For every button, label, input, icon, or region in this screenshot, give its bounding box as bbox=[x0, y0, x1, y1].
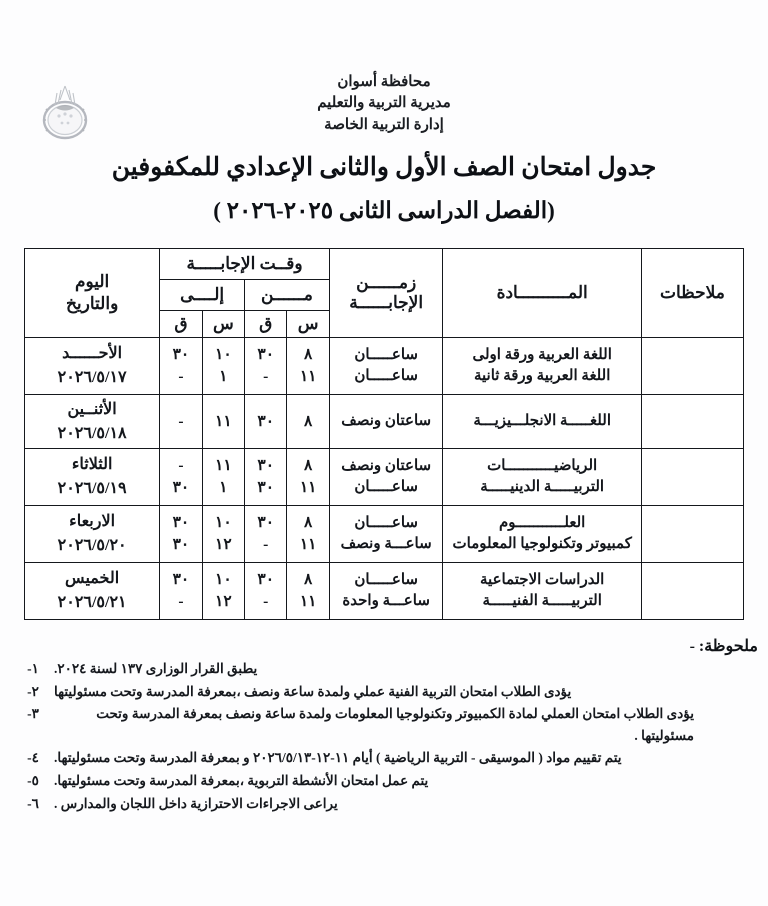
cell-from-hour bbox=[287, 506, 329, 563]
cell-duration-line: ساعـــــان bbox=[354, 514, 418, 531]
cell-from-hour-line: ٨ bbox=[303, 412, 313, 430]
cell-subject-line: اللغـــــة الانجلـــيزيـــة bbox=[473, 412, 611, 429]
footnote-item bbox=[18, 703, 760, 746]
cell-duration bbox=[329, 506, 443, 563]
cell-duration bbox=[329, 395, 443, 449]
cell-subject bbox=[443, 563, 641, 620]
cell-to-hour-line: ١١ bbox=[215, 457, 232, 474]
cell-day-date bbox=[25, 395, 160, 449]
notes-title: ملحوظة: - bbox=[689, 638, 758, 655]
footnote-number: ٦- bbox=[27, 795, 39, 811]
day-name: الاربعاء bbox=[69, 513, 116, 530]
cell-to-hour-line: ١ bbox=[219, 479, 228, 496]
cell-from-hour-line: ١١ bbox=[299, 368, 317, 385]
page-subtitle: (الفصل الدراسى الثانى ٢٠٢٥-٢٠٢٦ ) bbox=[213, 198, 555, 223]
schedule-table bbox=[24, 248, 744, 620]
table-row bbox=[25, 506, 744, 563]
footnotes-list bbox=[18, 658, 760, 814]
cell-duration-line: ساعـــــان bbox=[354, 346, 418, 363]
cell-notes bbox=[641, 563, 743, 620]
organization-lines bbox=[0, 72, 768, 136]
cell-subject-line: كمبيوتر وتكنولوجيا المعلومات bbox=[452, 536, 632, 552]
cell-from-hour bbox=[287, 563, 329, 620]
cell-from-hour-line: ١١ bbox=[299, 536, 317, 553]
cell-from-hour-line: ١١ bbox=[299, 479, 317, 496]
cell-subject-line: اللغة العربية ورقة اولى bbox=[472, 346, 612, 363]
header-notes: ملاحظات bbox=[641, 249, 743, 338]
header-day-date bbox=[25, 249, 160, 338]
cell-to-minute-line: - bbox=[178, 412, 184, 430]
cell-to-hour bbox=[202, 506, 244, 563]
header-to: إلــــى bbox=[160, 280, 245, 311]
cell-to-hour-line: ١ bbox=[219, 368, 228, 385]
footnote-text: يراعى الاجراءات الاحترازية داخل اللجان والمدارس . bbox=[54, 795, 338, 811]
header-duration-line2: الإجابــــــة bbox=[349, 293, 424, 312]
cell-from-minute-line: ٣٠ bbox=[257, 479, 275, 496]
cell-day-date bbox=[25, 506, 160, 563]
cell-from-minute-line: - bbox=[263, 593, 269, 610]
header-day-line2: والتاريخ bbox=[65, 294, 119, 313]
cell-to-minute-line: ٣٠ bbox=[172, 479, 190, 496]
cell-from-minute-line: ٣٠ bbox=[257, 346, 275, 363]
cell-from-minute-line: ٣٠ bbox=[257, 457, 275, 474]
cell-from-minute-line: - bbox=[263, 536, 269, 553]
notes-section bbox=[18, 636, 760, 815]
cell-from-hour-line: ٨ bbox=[303, 571, 313, 588]
table-row bbox=[25, 338, 744, 395]
cell-notes bbox=[641, 338, 743, 395]
document-header bbox=[0, 72, 768, 142]
cell-from-minute bbox=[245, 563, 287, 620]
footnote-number: ٣- bbox=[27, 706, 39, 722]
day-name: الثلاثاء bbox=[71, 456, 113, 473]
cell-from-minute-line: - bbox=[263, 368, 269, 385]
cell-subject bbox=[443, 395, 641, 449]
cell-duration-line: ساعتان ونصف bbox=[341, 457, 432, 474]
cell-duration bbox=[329, 338, 443, 395]
cell-to-minute-line: ٣٠ bbox=[172, 571, 190, 588]
table-row bbox=[25, 563, 744, 620]
footnote-item bbox=[18, 770, 760, 792]
header-to-minute: ق bbox=[160, 311, 202, 338]
cell-from-hour-line: ٨ bbox=[303, 514, 313, 531]
cell-from-minute bbox=[245, 506, 287, 563]
header-answer-time: وقــت الإجابـــــة bbox=[160, 249, 330, 280]
day-date: ٢٠٢٦/٥/١٩ bbox=[57, 480, 127, 497]
cell-to-hour bbox=[202, 338, 244, 395]
cell-to-hour-line: ١٠ bbox=[215, 571, 232, 588]
cell-to-hour bbox=[202, 395, 244, 449]
schedule-table-container bbox=[24, 248, 744, 620]
header-to-hour: س bbox=[202, 311, 244, 338]
table-body bbox=[25, 338, 744, 620]
governorate-label: محافظة أسوان bbox=[337, 74, 431, 90]
cell-to-minute bbox=[160, 449, 202, 506]
cell-subject-line: التربيـــــة الفنيـــــة bbox=[482, 593, 602, 609]
day-name: الخميس bbox=[65, 570, 120, 587]
cell-duration-line: ساعتان ونصف bbox=[341, 412, 432, 429]
day-name: الأحــــــد bbox=[62, 345, 123, 362]
cell-from-minute-line: ٣٠ bbox=[257, 412, 275, 430]
cell-to-minute-line: - bbox=[178, 593, 184, 610]
cell-subject-line: العلـــــــــــوم bbox=[499, 514, 586, 531]
cell-subject bbox=[443, 338, 641, 395]
cell-day-date bbox=[25, 338, 160, 395]
cell-to-minute-line: ٣٠ bbox=[172, 346, 190, 363]
footnote-item bbox=[18, 658, 760, 680]
header-from: مــــــن bbox=[245, 280, 330, 311]
cell-to-minute bbox=[160, 395, 202, 449]
table-row bbox=[25, 449, 744, 506]
header-day-line1: اليوم bbox=[74, 271, 110, 291]
cell-from-hour-line: ١١ bbox=[299, 593, 317, 610]
cell-duration-line: ساعـــــان bbox=[354, 479, 418, 495]
cell-from-minute bbox=[245, 449, 287, 506]
cell-duration bbox=[329, 449, 443, 506]
cell-to-hour bbox=[202, 449, 244, 506]
header-duration bbox=[329, 249, 443, 338]
cell-to-minute bbox=[160, 563, 202, 620]
cell-to-minute bbox=[160, 506, 202, 563]
table-row bbox=[25, 395, 744, 449]
cell-duration-line: ساعـــــان bbox=[354, 571, 418, 588]
day-date: ٢٠٢٦/٥/١٨ bbox=[57, 424, 127, 442]
footnote-number: ٥- bbox=[27, 772, 39, 788]
cell-duration-line: ساعـــــان bbox=[354, 368, 418, 384]
table-head bbox=[25, 249, 744, 338]
cell-to-minute bbox=[160, 338, 202, 395]
cell-from-hour-line: ٨ bbox=[303, 346, 313, 363]
cell-from-hour bbox=[287, 338, 329, 395]
cell-subject-line: الدراسات الاجتماعية bbox=[480, 571, 605, 588]
cell-to-minute-line: ٣٠ bbox=[172, 536, 190, 553]
footnote-text: يتم تقييم مواد ( الموسيقى - التربية الرياضية ) أيام ١١-١٢-٢٠٢٦/٥/١٣ و بمعرفة المدرسة وتحت مسئوليتها. bbox=[54, 750, 622, 766]
day-date: ٢٠٢٦/٥/٢٠ bbox=[57, 537, 127, 554]
day-date: ٢٠٢٦/٥/١٧ bbox=[57, 369, 127, 386]
cell-duration-line: ساعـــة ونصف bbox=[340, 536, 432, 552]
header-from-minute: ق bbox=[245, 311, 287, 338]
cell-notes bbox=[641, 506, 743, 563]
cell-from-hour bbox=[287, 395, 329, 449]
cell-to-hour-line: ١٠ bbox=[215, 514, 232, 531]
footnote-number: ٢- bbox=[27, 683, 39, 699]
cell-subject bbox=[443, 449, 641, 506]
footnote-text: يؤدى الطلاب امتحان العملي لمادة الكمبيوتر وتكنولوجيا المعلومات ولمدة ساعة ونصف بمعرفة المدرسة وتحت مسئوليتها . bbox=[96, 706, 694, 743]
cell-to-hour-line: ١٢ bbox=[215, 536, 232, 553]
cell-to-minute-line: - bbox=[178, 457, 184, 474]
cell-from-hour bbox=[287, 449, 329, 506]
cell-from-minute bbox=[245, 395, 287, 449]
cell-subject-line: التربيـــــة الدينيـــــة bbox=[480, 479, 605, 495]
directorate-label: مديرية التربية والتعليم bbox=[317, 95, 451, 112]
header-from-hour: س bbox=[287, 311, 329, 338]
cell-day-date bbox=[25, 449, 160, 506]
header-subject: المــــــــــادة bbox=[443, 249, 641, 338]
cell-from-minute bbox=[245, 338, 287, 395]
footnote-item bbox=[18, 681, 760, 703]
footnote-text: يطبق القرار الوزارى ١٣٧ لسنة ٢٠٢٤. bbox=[54, 661, 258, 676]
day-name: الأثنــين bbox=[67, 400, 117, 418]
header-duration-line1: زمــــــن bbox=[356, 273, 417, 292]
footnote-text: يؤدى الطلاب امتحان التربية الفنية عملي ولمدة ساعة ونصف ،بمعرفة المدرسة وتحت مسئوليتها bbox=[54, 683, 572, 699]
cell-notes bbox=[641, 449, 743, 506]
cell-to-minute-line: ٣٠ bbox=[172, 514, 190, 531]
footnote-item bbox=[18, 793, 760, 815]
cell-duration-line: ساعـــة واحدة bbox=[342, 593, 430, 609]
cell-subject-line: اللغة العربية ورقة ثانية bbox=[473, 368, 611, 384]
cell-notes bbox=[641, 395, 743, 449]
cell-subject-line: الرياضيـــــــــــات bbox=[487, 457, 598, 474]
cell-to-hour bbox=[202, 563, 244, 620]
cell-duration bbox=[329, 563, 443, 620]
department-label: إدارة التربية الخاصة bbox=[324, 116, 444, 133]
cell-day-date bbox=[25, 563, 160, 620]
cell-to-hour-line: ١٠ bbox=[215, 346, 232, 363]
day-date: ٢٠٢٦/٥/٢١ bbox=[57, 594, 127, 611]
cell-from-hour-line: ٨ bbox=[303, 457, 313, 474]
footnote-number: ٤- bbox=[27, 750, 39, 766]
cell-to-hour-line: ١٢ bbox=[215, 593, 232, 610]
cell-from-minute-line: ٣٠ bbox=[257, 571, 275, 588]
footnote-item bbox=[18, 747, 760, 769]
footnote-number: ١- bbox=[27, 661, 39, 676]
page-title: جدول امتحان الصف الأول والثانى الإعدادي للمكفوفين bbox=[111, 154, 657, 181]
cell-to-hour-line: ١١ bbox=[215, 412, 232, 430]
cell-from-minute-line: ٣٠ bbox=[257, 514, 275, 531]
cell-to-minute-line: - bbox=[178, 368, 184, 385]
footnote-text: يتم عمل امتحان الأنشطة التربوية ،بمعرفة المدرسة وتحت مسئوليتها. bbox=[54, 772, 429, 788]
cell-subject bbox=[443, 506, 641, 563]
